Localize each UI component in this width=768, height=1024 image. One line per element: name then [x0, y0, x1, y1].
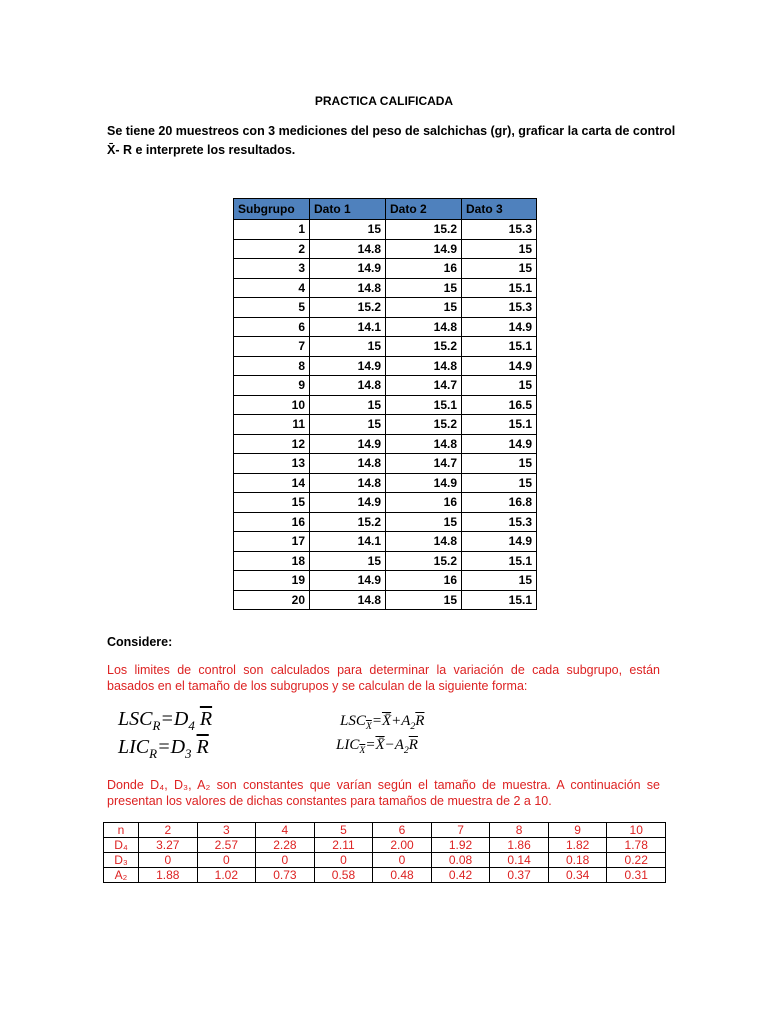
- table-cell: 15: [462, 571, 537, 591]
- table-cell: 15: [386, 298, 462, 318]
- table-cell: 14.9: [462, 317, 537, 337]
- table-cell: 15: [462, 454, 537, 474]
- table-cell: 15.2: [386, 551, 462, 571]
- table-cell: 14.7: [386, 454, 462, 474]
- table-cell: 8: [234, 356, 310, 376]
- table-cell: 14.8: [386, 532, 462, 552]
- table-cell: 15: [386, 278, 462, 298]
- data-table-header-row: [234, 199, 537, 220]
- header-dato-2: Dato 2: [386, 199, 462, 220]
- constants-cell: 5: [314, 823, 373, 838]
- constants-table: [103, 822, 666, 883]
- header-dato-1: Dato 1: [310, 199, 386, 220]
- table-cell: 14.9: [386, 239, 462, 259]
- formula-lsc-x: $LSC_{\overline{X}}=X̄+A_2\overline{R}$: [340, 713, 425, 732]
- table-cell: 16.5: [462, 395, 537, 415]
- table-row: [234, 298, 537, 318]
- constants-cell: A₂: [104, 868, 139, 883]
- constants-cell: D₃: [104, 853, 139, 868]
- table-cell: 3: [234, 259, 310, 279]
- table-cell: 12: [234, 434, 310, 454]
- constants-cell: 0.31: [607, 868, 666, 883]
- table-cell: 15: [386, 512, 462, 532]
- table-cell: 14.8: [310, 473, 386, 493]
- constants-cell: 2: [139, 823, 198, 838]
- table-cell: 19: [234, 571, 310, 591]
- table-cell: 16: [234, 512, 310, 532]
- table-cell: 15: [386, 590, 462, 610]
- table-cell: 2: [234, 239, 310, 259]
- constants-cell: 8: [490, 823, 549, 838]
- table-cell: 14.8: [386, 434, 462, 454]
- table-cell: 15.3: [462, 298, 537, 318]
- table-row: [234, 239, 537, 259]
- table-row: [234, 317, 537, 337]
- table-row: [234, 512, 537, 532]
- table-cell: 15.1: [462, 415, 537, 435]
- table-row: [234, 532, 537, 552]
- table-cell: 15.2: [386, 220, 462, 240]
- constants-cell: 1.78: [607, 838, 666, 853]
- table-cell: 4: [234, 278, 310, 298]
- table-row: [234, 376, 537, 396]
- table-cell: 14.8: [310, 278, 386, 298]
- constants-cell: 0.18: [548, 853, 607, 868]
- constants-cell: 4: [256, 823, 315, 838]
- table-cell: 10: [234, 395, 310, 415]
- constants-row: [104, 853, 666, 868]
- table-cell: 15.1: [462, 590, 537, 610]
- constants-row: [104, 823, 666, 838]
- table-cell: 15: [310, 337, 386, 357]
- table-cell: 14: [234, 473, 310, 493]
- table-cell: 16: [386, 493, 462, 513]
- constants-cell: 0.37: [490, 868, 549, 883]
- table-cell: 1: [234, 220, 310, 240]
- constants-cell: 10: [607, 823, 666, 838]
- table-cell: 14.9: [386, 473, 462, 493]
- table-cell: 15.3: [462, 220, 537, 240]
- table-row: [234, 395, 537, 415]
- table-cell: 17: [234, 532, 310, 552]
- table-cell: 20: [234, 590, 310, 610]
- table-cell: 6: [234, 317, 310, 337]
- table-cell: 15.3: [462, 512, 537, 532]
- constants-cell: 9: [548, 823, 607, 838]
- table-cell: 16: [386, 259, 462, 279]
- constants-cell: 0: [139, 853, 198, 868]
- table-cell: 14.9: [462, 532, 537, 552]
- constants-cell: 0: [373, 853, 432, 868]
- table-cell: 14.8: [310, 454, 386, 474]
- table-row: [234, 337, 537, 357]
- table-cell: 15.2: [386, 415, 462, 435]
- formula-lic-r: $LIC_R=D_3$ $\overline{R}$: [118, 736, 209, 761]
- header-subgrupo: Subgrupo: [234, 199, 310, 220]
- table-cell: 14.9: [462, 356, 537, 376]
- constants-cell: 6: [373, 823, 432, 838]
- header-dato-3: Dato 3: [462, 199, 537, 220]
- consider-label: Considere:: [107, 635, 173, 649]
- constants-cell: 7: [431, 823, 490, 838]
- table-cell: 15: [462, 473, 537, 493]
- constants-cell: 2.00: [373, 838, 432, 853]
- constants-cell: 2.28: [256, 838, 315, 853]
- table-row: [234, 473, 537, 493]
- constants-cell: 3: [197, 823, 256, 838]
- constants-cell: 3.27: [139, 838, 198, 853]
- table-row: [234, 571, 537, 591]
- table-cell: 14.8: [310, 590, 386, 610]
- table-cell: 14.9: [310, 356, 386, 376]
- table-cell: 11: [234, 415, 310, 435]
- table-row: [234, 259, 537, 279]
- table-row: [234, 590, 537, 610]
- table-cell: 14.7: [386, 376, 462, 396]
- table-cell: 14.8: [310, 376, 386, 396]
- table-cell: 16: [386, 571, 462, 591]
- constants-cell: 1.92: [431, 838, 490, 853]
- constants-cell: 1.88: [139, 868, 198, 883]
- table-cell: 16.8: [462, 493, 537, 513]
- constants-cell: 0.58: [314, 868, 373, 883]
- table-row: [234, 434, 537, 454]
- constants-row: [104, 868, 666, 883]
- table-cell: 14.9: [310, 571, 386, 591]
- intro-text: Se tiene 20 muestreos con 3 mediciones del peso de salchichas (gr), graficar la carta de control X̄- R e interprete los resultados.: [107, 124, 676, 157]
- table-row: [234, 493, 537, 513]
- constants-cell: D₄: [104, 838, 139, 853]
- table-cell: 15: [310, 220, 386, 240]
- constants-cell: 1.86: [490, 838, 549, 853]
- constants-cell: 0: [197, 853, 256, 868]
- table-cell: 15: [234, 493, 310, 513]
- table-row: [234, 356, 537, 376]
- table-cell: 14.9: [310, 434, 386, 454]
- table-cell: 15: [462, 376, 537, 396]
- table-cell: 14.8: [386, 356, 462, 376]
- table-cell: 15: [310, 395, 386, 415]
- constants-cell: 0.73: [256, 868, 315, 883]
- constants-cell: 0.42: [431, 868, 490, 883]
- table-cell: 5: [234, 298, 310, 318]
- table-cell: 15.1: [386, 395, 462, 415]
- constants-paragraph: Donde D₄, D₃, A₂ son constantes que varían según el tamaño de muestra. A continuación se presentan los valores de dichas constantes para tamaños de muestra de 2 a 10.: [107, 778, 660, 808]
- table-cell: 9: [234, 376, 310, 396]
- constants-cell: 2.11: [314, 838, 373, 853]
- table-row: [234, 278, 537, 298]
- table-cell: 15.2: [310, 298, 386, 318]
- table-cell: 15.1: [462, 551, 537, 571]
- table-cell: 15.2: [386, 337, 462, 357]
- constants-cell: n: [104, 823, 139, 838]
- data-table: [233, 198, 537, 610]
- table-cell: 14.1: [310, 532, 386, 552]
- constants-cell: 0.08: [431, 853, 490, 868]
- table-cell: 14.9: [310, 259, 386, 279]
- constants-cell: 2.57: [197, 838, 256, 853]
- constants-row: [104, 838, 666, 853]
- page-title: PRACTICA CALIFICADA: [314, 94, 454, 108]
- table-cell: 15: [310, 415, 386, 435]
- constants-cell: 0.22: [607, 853, 666, 868]
- table-cell: 14.8: [386, 317, 462, 337]
- table-row: [234, 415, 537, 435]
- table-cell: 15: [462, 239, 537, 259]
- formula-lic-x: $LIC_{\overline{X}}=X̄-A_2\overline{R}$: [336, 737, 418, 756]
- constants-cell: 1.02: [197, 868, 256, 883]
- table-cell: 13: [234, 454, 310, 474]
- table-cell: 7: [234, 337, 310, 357]
- control-limits-paragraph: Los limites de control son calculados para determinar la variación de cada subgrupo, están basados en el tamaño de los subgrupos y se calculan de la siguiente forma:: [107, 663, 660, 693]
- table-cell: 15: [310, 551, 386, 571]
- table-cell: 15: [462, 259, 537, 279]
- table-cell: 18: [234, 551, 310, 571]
- table-row: [234, 220, 537, 240]
- table-cell: 15.2: [310, 512, 386, 532]
- table-cell: 14.9: [462, 434, 537, 454]
- table-cell: 14.1: [310, 317, 386, 337]
- table-cell: 15.1: [462, 337, 537, 357]
- constants-cell: 0: [256, 853, 315, 868]
- table-row: [234, 454, 537, 474]
- constants-cell: 0: [314, 853, 373, 868]
- constants-cell: 0.48: [373, 868, 432, 883]
- table-cell: 15.1: [462, 278, 537, 298]
- table-cell: 14.8: [310, 239, 386, 259]
- constants-cell: 1.82: [548, 838, 607, 853]
- table-cell: 14.9: [310, 493, 386, 513]
- constants-cell: 0.34: [548, 868, 607, 883]
- table-row: [234, 551, 537, 571]
- formula-lsc-r: $LSC_R=D_4$ $\overline{R}$: [118, 708, 213, 733]
- constants-cell: 0.14: [490, 853, 549, 868]
